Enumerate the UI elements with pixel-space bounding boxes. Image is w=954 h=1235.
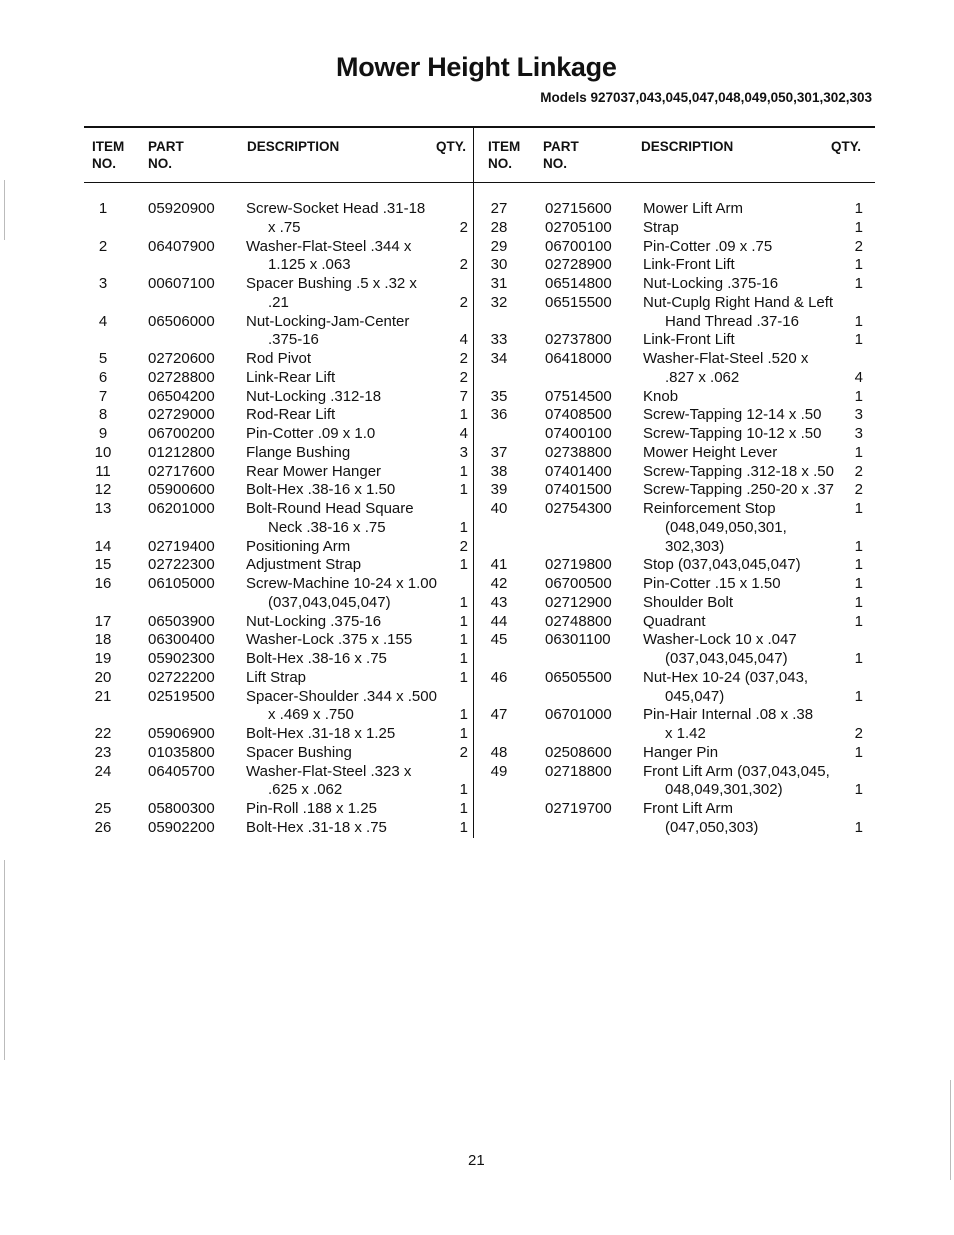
description-cell: Quadrant xyxy=(643,612,706,630)
qty-cell: 1 xyxy=(459,612,468,630)
header-qty: QTY. xyxy=(436,139,467,154)
page-number: 21 xyxy=(468,1152,485,1169)
description-cell: Hand Thread .37-16 xyxy=(665,312,799,330)
part-no-cell: 05800300 xyxy=(148,800,215,817)
item-no-cell: 5 xyxy=(98,350,108,367)
part-no-cell: 06407900 xyxy=(148,237,215,255)
item-no-cell: 8 xyxy=(98,406,108,424)
qty-cell: 1 xyxy=(854,218,863,236)
description-cell: Pin-Hair Internal .08 x .38 xyxy=(643,706,814,724)
header-bottom-rule xyxy=(84,182,875,183)
part-no-cell: 07401500 xyxy=(545,481,612,499)
part-no-cell: 06300400 xyxy=(148,631,215,649)
table-row xyxy=(0,349,954,368)
description-cell: Spacer-Shoulder .344 x .500 xyxy=(246,687,437,705)
table-row xyxy=(0,387,954,406)
qty-cell: 4 xyxy=(459,425,468,442)
description-cell: Link-Front Lift xyxy=(643,256,735,274)
item-no-cell: 37 xyxy=(490,443,508,461)
item-no-cell: 14 xyxy=(94,537,112,555)
item-no-cell: 11 xyxy=(95,462,111,480)
qty-cell: 2 xyxy=(459,368,468,386)
qty-cell: 2 xyxy=(459,350,468,367)
table-row xyxy=(0,555,954,574)
description-cell: Mower Lift Arm xyxy=(643,200,744,217)
table-row xyxy=(0,199,954,218)
part-no-cell: 00607100 xyxy=(148,275,215,292)
header-qty: QTY. xyxy=(831,139,862,154)
item-no-cell: 13 xyxy=(94,500,112,517)
part-no-cell: 02737800 xyxy=(545,331,612,349)
qty-cell: 1 xyxy=(854,256,863,274)
part-no-cell: 07401400 xyxy=(545,462,612,480)
table-row xyxy=(0,405,954,424)
part-no-cell: 02519500 xyxy=(148,687,215,705)
part-no-cell: 07514500 xyxy=(545,387,612,405)
description-cell: .375-16 xyxy=(268,331,319,349)
description-cell: Front Lift Arm xyxy=(643,800,734,817)
part-no-cell: 02748800 xyxy=(545,612,612,630)
qty-cell: 1 xyxy=(459,668,468,686)
table-row xyxy=(0,780,954,799)
qty-cell: 1 xyxy=(854,200,863,217)
description-cell: Nut-Locking .375-16 xyxy=(246,612,382,630)
part-no-cell: 02728800 xyxy=(148,368,215,386)
description-cell: Front Lift Arm (037,043,045, xyxy=(643,762,830,780)
description-cell: x 1.42 xyxy=(665,725,706,742)
description-cell: Strap xyxy=(643,218,679,236)
qty-cell: 2 xyxy=(854,462,863,480)
part-no-cell: 06700200 xyxy=(148,425,215,442)
item-no-cell: 7 xyxy=(98,387,108,405)
description-cell: Pin-Cotter .09 x .75 xyxy=(643,237,773,255)
description-cell: Reinforcement Stop xyxy=(643,500,776,517)
table-row xyxy=(0,705,954,724)
qty-cell: 1 xyxy=(459,706,468,724)
scan-edge-mark xyxy=(4,180,5,240)
description-cell: Spacer Bushing xyxy=(246,743,352,761)
description-cell: Screw-Tapping 10-12 x .50 xyxy=(643,425,822,442)
part-no-cell: 02718800 xyxy=(545,762,612,780)
description-cell: Nut-Cuplg Right Hand & Left xyxy=(643,293,834,311)
item-no-cell: 23 xyxy=(94,743,112,761)
qty-cell: 3 xyxy=(854,425,863,442)
page-title: Mower Height Linkage xyxy=(336,52,617,82)
item-no-cell: 32 xyxy=(490,293,508,311)
scan-edge-mark xyxy=(950,1080,951,1180)
description-cell: Washer-Flat-Steel .323 x xyxy=(246,762,412,780)
description-cell: (037,043,045,047) xyxy=(665,650,788,667)
qty-cell: 1 xyxy=(854,387,863,405)
table-row xyxy=(0,537,954,556)
item-no-cell: 19 xyxy=(94,650,112,667)
item-no-cell: 17 xyxy=(94,612,112,630)
item-no-cell: 25 xyxy=(94,800,112,817)
item-no-cell: 45 xyxy=(490,631,508,649)
item-no-cell: 28 xyxy=(490,218,508,236)
table-row xyxy=(0,312,954,331)
qty-cell: 1 xyxy=(459,481,468,499)
part-no-cell: 06504200 xyxy=(148,387,215,405)
table-row xyxy=(0,518,954,537)
description-cell: Bolt-Hex .38-16 x .75 xyxy=(246,650,387,667)
header-description: DESCRIPTION xyxy=(247,139,340,154)
item-no-cell: 3 xyxy=(98,275,108,292)
part-no-cell: 06700500 xyxy=(545,575,612,592)
table-row xyxy=(0,630,954,649)
part-no-cell: 06701000 xyxy=(545,706,612,724)
header-description: DESCRIPTION xyxy=(641,139,734,154)
header-top-rule xyxy=(84,126,875,128)
qty-cell: 2 xyxy=(459,256,468,274)
part-no-cell: 02722300 xyxy=(148,556,215,574)
item-no-cell: 36 xyxy=(490,406,508,424)
qty-cell: 1 xyxy=(459,593,468,611)
header-item-no: ITEM NO. xyxy=(92,139,125,171)
table-row xyxy=(0,368,954,387)
description-cell: Spacer Bushing .5 x .32 x xyxy=(246,275,417,292)
part-no-cell: 02728900 xyxy=(545,256,612,274)
description-cell: Washer-Flat-Steel .520 x xyxy=(643,350,809,367)
part-no-cell: 05900600 xyxy=(148,481,215,499)
part-no-cell: 06201000 xyxy=(148,500,215,517)
table-row xyxy=(0,255,954,274)
part-no-cell: 02719700 xyxy=(545,800,612,817)
item-no-cell: 47 xyxy=(490,706,508,724)
item-no-cell: 6 xyxy=(98,368,108,386)
item-no-cell: 20 xyxy=(94,668,112,686)
qty-cell: 1 xyxy=(459,725,468,742)
description-cell: .827 x .062 xyxy=(665,368,740,386)
table-row xyxy=(0,480,954,499)
item-no-cell: 48 xyxy=(490,743,508,761)
qty-cell: 1 xyxy=(854,743,863,761)
qty-cell: 1 xyxy=(854,687,863,705)
qty-cell: 1 xyxy=(854,612,863,630)
part-no-cell: 02729000 xyxy=(148,406,215,424)
description-cell: Screw-Machine 10-24 x 1.00 xyxy=(246,575,437,592)
description-cell: Pin-Cotter .09 x 1.0 xyxy=(246,425,376,442)
item-no-cell: 43 xyxy=(490,593,508,611)
item-no-cell: 31 xyxy=(490,275,508,292)
description-cell: Screw-Tapping .312-18 x .50 xyxy=(643,462,834,480)
qty-cell: 2 xyxy=(854,725,863,742)
table-row xyxy=(0,818,954,837)
part-no-cell: 06301100 xyxy=(545,631,611,649)
qty-cell: 4 xyxy=(854,368,863,386)
table-row xyxy=(0,330,954,349)
item-no-cell: 24 xyxy=(94,762,112,780)
table-row xyxy=(0,218,954,237)
qty-cell: 1 xyxy=(854,818,863,836)
item-no-cell: 34 xyxy=(490,350,508,367)
item-no-cell: 29 xyxy=(490,237,508,255)
description-cell: Rear Mower Hanger xyxy=(246,462,382,480)
item-no-cell: 27 xyxy=(490,200,508,217)
part-no-cell: 06405700 xyxy=(148,762,215,780)
item-no-cell: 40 xyxy=(490,500,508,517)
part-no-cell: 02722200 xyxy=(148,668,215,686)
part-no-cell: 02738800 xyxy=(545,443,612,461)
part-no-cell: 07408500 xyxy=(545,406,612,424)
item-no-cell: 21 xyxy=(94,687,112,705)
item-no-cell: 15 xyxy=(94,556,112,574)
scan-edge-mark xyxy=(4,860,5,1060)
part-no-cell: 06418000 xyxy=(545,350,612,367)
qty-cell: 1 xyxy=(459,518,468,536)
part-no-cell: 06105000 xyxy=(148,575,215,592)
description-cell: (047,050,303) xyxy=(665,818,759,836)
part-no-cell: 02719800 xyxy=(545,556,612,574)
table-row xyxy=(0,574,954,593)
item-no-cell: 4 xyxy=(98,312,108,330)
item-no-cell: 44 xyxy=(490,612,508,630)
item-no-cell: 33 xyxy=(490,331,508,349)
qty-cell: 1 xyxy=(854,556,863,574)
description-cell: Rod Pivot xyxy=(246,350,312,367)
table-row xyxy=(0,462,954,481)
part-no-cell: 02754300 xyxy=(545,500,612,517)
qty-cell: 2 xyxy=(459,293,468,311)
header-item-no: ITEM NO. xyxy=(488,139,521,171)
description-cell: x .469 x .750 xyxy=(268,706,354,724)
table-row xyxy=(0,668,954,687)
item-no-cell: 9 xyxy=(98,425,108,442)
description-cell: Lift Strap xyxy=(246,668,307,686)
table-row xyxy=(0,762,954,781)
table-row xyxy=(0,687,954,706)
description-cell: Screw-Socket Head .31-18 xyxy=(246,200,426,217)
description-cell: Nut-Locking .312-18 xyxy=(246,387,382,405)
part-no-cell: 06505500 xyxy=(545,668,612,686)
qty-cell: 1 xyxy=(854,537,863,555)
description-cell: Knob xyxy=(643,387,679,405)
part-no-cell: 01035800 xyxy=(148,743,215,761)
part-no-cell: 02715600 xyxy=(545,200,612,217)
description-cell: Bolt-Hex .31-18 x 1.25 xyxy=(246,725,396,742)
part-no-cell: 06700100 xyxy=(545,237,612,255)
table-row xyxy=(0,743,954,762)
description-cell: Washer-Flat-Steel .344 x xyxy=(246,237,412,255)
qty-cell: 1 xyxy=(459,406,468,424)
table-row xyxy=(0,424,954,443)
description-cell: (037,043,045,047) xyxy=(268,593,391,611)
table-row xyxy=(0,443,954,462)
item-no-cell: 42 xyxy=(490,575,508,592)
table-row xyxy=(0,799,954,818)
description-cell: Positioning Arm xyxy=(246,537,351,555)
description-cell: Link-Rear Lift xyxy=(246,368,336,386)
part-no-cell: 02508600 xyxy=(545,743,612,761)
description-cell: Stop (037,043,045,047) xyxy=(643,556,801,574)
models-subtitle: Models 927037,043,045,047,048,049,050,301,302,303 xyxy=(540,90,872,105)
part-no-cell: 06514800 xyxy=(545,275,612,292)
qty-cell: 1 xyxy=(854,781,863,799)
description-cell: Washer-Lock 10 x .047 xyxy=(643,631,797,649)
part-no-cell: 06515500 xyxy=(545,293,612,311)
description-cell: Pin-Cotter .15 x 1.50 xyxy=(643,575,781,592)
qty-cell: 1 xyxy=(854,443,863,461)
item-no-cell: 2 xyxy=(98,237,108,255)
part-no-cell: 02712900 xyxy=(545,593,612,611)
description-cell: x .75 xyxy=(268,218,301,236)
qty-cell: 4 xyxy=(459,331,468,349)
qty-cell: 1 xyxy=(854,593,863,611)
qty-cell: 1 xyxy=(854,331,863,349)
item-no-cell: 49 xyxy=(490,762,508,780)
item-no-cell: 30 xyxy=(490,256,508,274)
qty-cell: 2 xyxy=(854,237,863,255)
description-cell: Adjustment Strap xyxy=(246,556,362,574)
table-row xyxy=(0,593,954,612)
description-cell: Pin-Roll .188 x 1.25 xyxy=(246,800,377,817)
description-cell: Nut-Locking .375-16 xyxy=(643,275,779,292)
header-part-no: PART NO. xyxy=(148,139,184,171)
description-cell: Screw-Tapping 12-14 x .50 xyxy=(643,406,822,424)
part-no-cell: 02717600 xyxy=(148,462,215,480)
description-cell: Screw-Tapping .250-20 x .37 xyxy=(643,481,834,499)
description-cell: 045,047) xyxy=(665,687,725,705)
item-no-cell: 18 xyxy=(94,631,112,649)
qty-cell: 2 xyxy=(459,743,468,761)
qty-cell: 1 xyxy=(854,575,863,592)
item-no-cell: 39 xyxy=(490,481,508,499)
description-cell: Mower Height Lever xyxy=(643,443,778,461)
qty-cell: 2 xyxy=(459,537,468,555)
qty-cell: 1 xyxy=(459,556,468,574)
table-row xyxy=(0,724,954,743)
item-no-cell: 22 xyxy=(94,725,112,742)
item-no-cell: 38 xyxy=(490,462,508,480)
item-no-cell: 10 xyxy=(94,443,112,461)
qty-cell: 7 xyxy=(459,387,468,405)
description-cell: 1.125 x .063 xyxy=(268,256,351,274)
part-no-cell: 05902200 xyxy=(148,818,215,836)
part-no-cell: 02719400 xyxy=(148,537,215,555)
part-no-cell: 05902300 xyxy=(148,650,215,667)
qty-cell: 1 xyxy=(459,800,468,817)
item-no-cell: 1 xyxy=(98,200,108,217)
qty-cell: 2 xyxy=(854,481,863,499)
item-no-cell: 16 xyxy=(94,575,112,592)
qty-cell: 3 xyxy=(459,443,468,461)
part-no-cell: 07400100 xyxy=(545,425,612,442)
description-cell: (048,049,050,301, xyxy=(665,518,787,536)
item-no-cell: 35 xyxy=(490,387,508,405)
table-row xyxy=(0,499,954,518)
part-no-cell: 01212800 xyxy=(148,443,215,461)
qty-cell: 1 xyxy=(459,462,468,480)
description-cell: Nut-Locking-Jam-Center xyxy=(246,312,410,330)
table-row xyxy=(0,274,954,293)
description-cell: Nut-Hex 10-24 (037,043, xyxy=(643,668,809,686)
description-cell: Hanger Pin xyxy=(643,743,719,761)
table-row xyxy=(0,649,954,668)
qty-cell: 1 xyxy=(459,818,468,836)
description-cell: Neck .38-16 x .75 xyxy=(268,518,386,536)
qty-cell: 1 xyxy=(459,631,468,649)
description-cell: Bolt-Hex .31-18 x .75 xyxy=(246,818,387,836)
qty-cell: 1 xyxy=(854,275,863,292)
description-cell: Bolt-Hex .38-16 x 1.50 xyxy=(246,481,396,499)
qty-cell: 1 xyxy=(854,312,863,330)
part-no-cell: 02720600 xyxy=(148,350,215,367)
part-no-cell: 05920900 xyxy=(148,200,215,217)
qty-cell: 1 xyxy=(459,650,468,667)
description-cell: .21 xyxy=(268,293,289,311)
description-cell: Washer-Lock .375 x .155 xyxy=(246,631,413,649)
part-no-cell: 02705100 xyxy=(545,218,612,236)
part-no-cell: 06506000 xyxy=(148,312,215,330)
description-cell: Rod-Rear Lift xyxy=(246,406,336,424)
qty-cell: 1 xyxy=(459,781,468,799)
qty-cell: 3 xyxy=(854,406,863,424)
qty-cell: 2 xyxy=(459,218,468,236)
part-no-cell: 05906900 xyxy=(148,725,215,742)
description-cell: Bolt-Round Head Square xyxy=(246,500,414,517)
item-no-cell: 12 xyxy=(94,481,112,499)
item-no-cell: 46 xyxy=(490,668,508,686)
table-row xyxy=(0,612,954,631)
description-cell: Flange Bushing xyxy=(246,443,351,461)
qty-cell: 1 xyxy=(854,500,863,517)
qty-cell: 1 xyxy=(854,650,863,667)
part-no-cell: 06503900 xyxy=(148,612,215,630)
table-row xyxy=(0,237,954,256)
description-cell: .625 x .062 xyxy=(268,781,343,799)
description-cell: Shoulder Bolt xyxy=(643,593,734,611)
table-row xyxy=(0,293,954,312)
header-part-no: PART NO. xyxy=(543,139,579,171)
item-no-cell: 41 xyxy=(490,556,508,574)
description-cell: 048,049,301,302) xyxy=(665,781,783,799)
description-cell: 302,303) xyxy=(665,537,725,555)
item-no-cell: 26 xyxy=(94,818,112,836)
description-cell: Link-Front Lift xyxy=(643,331,735,349)
